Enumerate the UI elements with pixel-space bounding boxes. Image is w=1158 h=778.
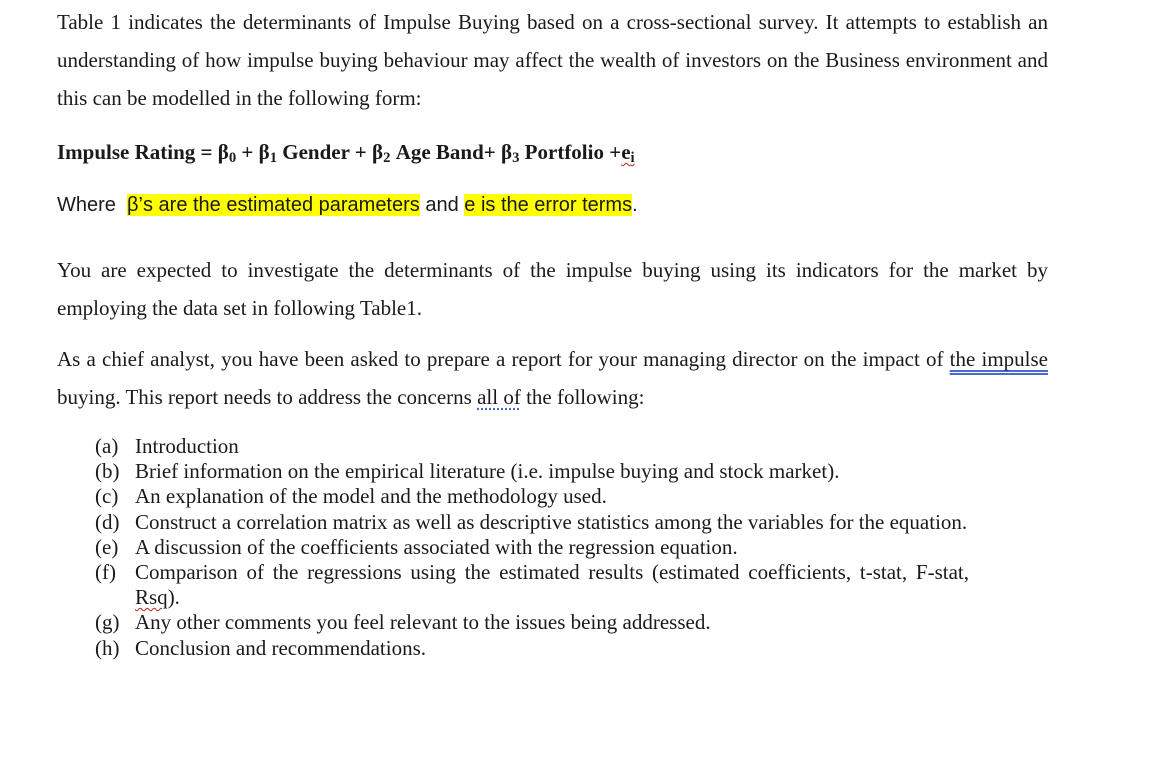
list-item <box>95 610 969 635</box>
list-marker: (b) <box>95 459 120 484</box>
list-item-text: A discussion of the coefficients associated with the regression equation. <box>135 534 738 559</box>
list-marker: (a) <box>95 434 119 458</box>
where-end: . <box>632 194 638 216</box>
list-item <box>95 510 969 535</box>
beta1-subscript: 1 <box>269 150 278 167</box>
list-item <box>95 459 969 484</box>
list-marker: (g) <box>95 610 120 635</box>
list-item-text: Conclusion and recommendations. <box>135 635 427 660</box>
equation-term2: Gender + β <box>277 140 384 164</box>
report-paragraph <box>57 340 1048 416</box>
beta2-subscript: 2 <box>383 150 391 167</box>
report-text-underlined: the impulse <box>949 347 1048 371</box>
list-item <box>95 484 969 509</box>
highlighted-error-term: e is the error terms <box>464 194 633 216</box>
list-item-text: Brief information on the empirical literature (i.e. impulse buying and stock market). <box>135 459 840 484</box>
report-text-c: buying. This report needs to address the concerns <box>57 385 478 409</box>
list-item-text: Comparison of the regressions using the estimated results (estimated coefficients, t-stat, F-stat, <box>135 560 969 585</box>
error-term: e <box>621 140 631 164</box>
highlighted-parameters: β’s are the estimated parameters <box>127 194 420 216</box>
list-marker: (h) <box>95 635 120 660</box>
model-equation <box>57 133 1048 171</box>
list-marker: (c) <box>95 484 119 509</box>
equation-term1: + β <box>236 140 270 164</box>
list-item-text: An explanation of the model and the methodology used. <box>135 484 607 509</box>
requirements-list <box>95 434 969 661</box>
equation-term4: Portfolio + <box>519 140 622 164</box>
error-subscript: i <box>630 150 635 167</box>
list-item-text: Construct a correlation matrix as well as descriptive statistics among the variables for the equation. <box>135 509 968 534</box>
rsq-text: Rsq <box>135 585 168 610</box>
beta3-subscript: 3 <box>512 150 520 167</box>
list-item-text: Introduction <box>135 434 239 458</box>
report-text-dotted: all of <box>477 385 521 409</box>
list-marker: (e) <box>95 534 119 559</box>
list-item <box>95 560 969 610</box>
list-item <box>95 636 969 661</box>
list-item <box>95 535 969 560</box>
list-item-text: Any other comments you feel relevant to the issues being addressed. <box>135 610 711 635</box>
list-marker: (f) <box>95 560 116 585</box>
report-text-a: As a chief analyst, you have been asked to prepare a report for your managing director on the impact of <box>57 347 950 371</box>
beta0-subscript: 0 <box>228 150 237 167</box>
list-item <box>95 434 969 459</box>
equation-lhs: Impulse Rating = β <box>57 140 229 164</box>
list-item-text-end: ). <box>167 585 180 610</box>
where-mid: and <box>419 194 465 216</box>
task-paragraph: You are expected to investigate the determinants of the impulse buying using its indicators for the market by employing the data set in following Table1. <box>57 258 1048 320</box>
where-lead: Where <box>57 194 128 216</box>
equation-term3: Age Band+ β <box>390 140 513 164</box>
list-marker: (d) <box>95 509 120 534</box>
where-line <box>57 186 1048 224</box>
report-text-e: the following: <box>520 385 645 409</box>
intro-paragraph: Table 1 indicates the determinants of Impulse Buying based on a cross-sectional survey. It attempts to establish an understanding of how impulse buying behaviour may affect the wealth of investors on the Business environment and this can be modelled in the following form: <box>57 10 1048 110</box>
